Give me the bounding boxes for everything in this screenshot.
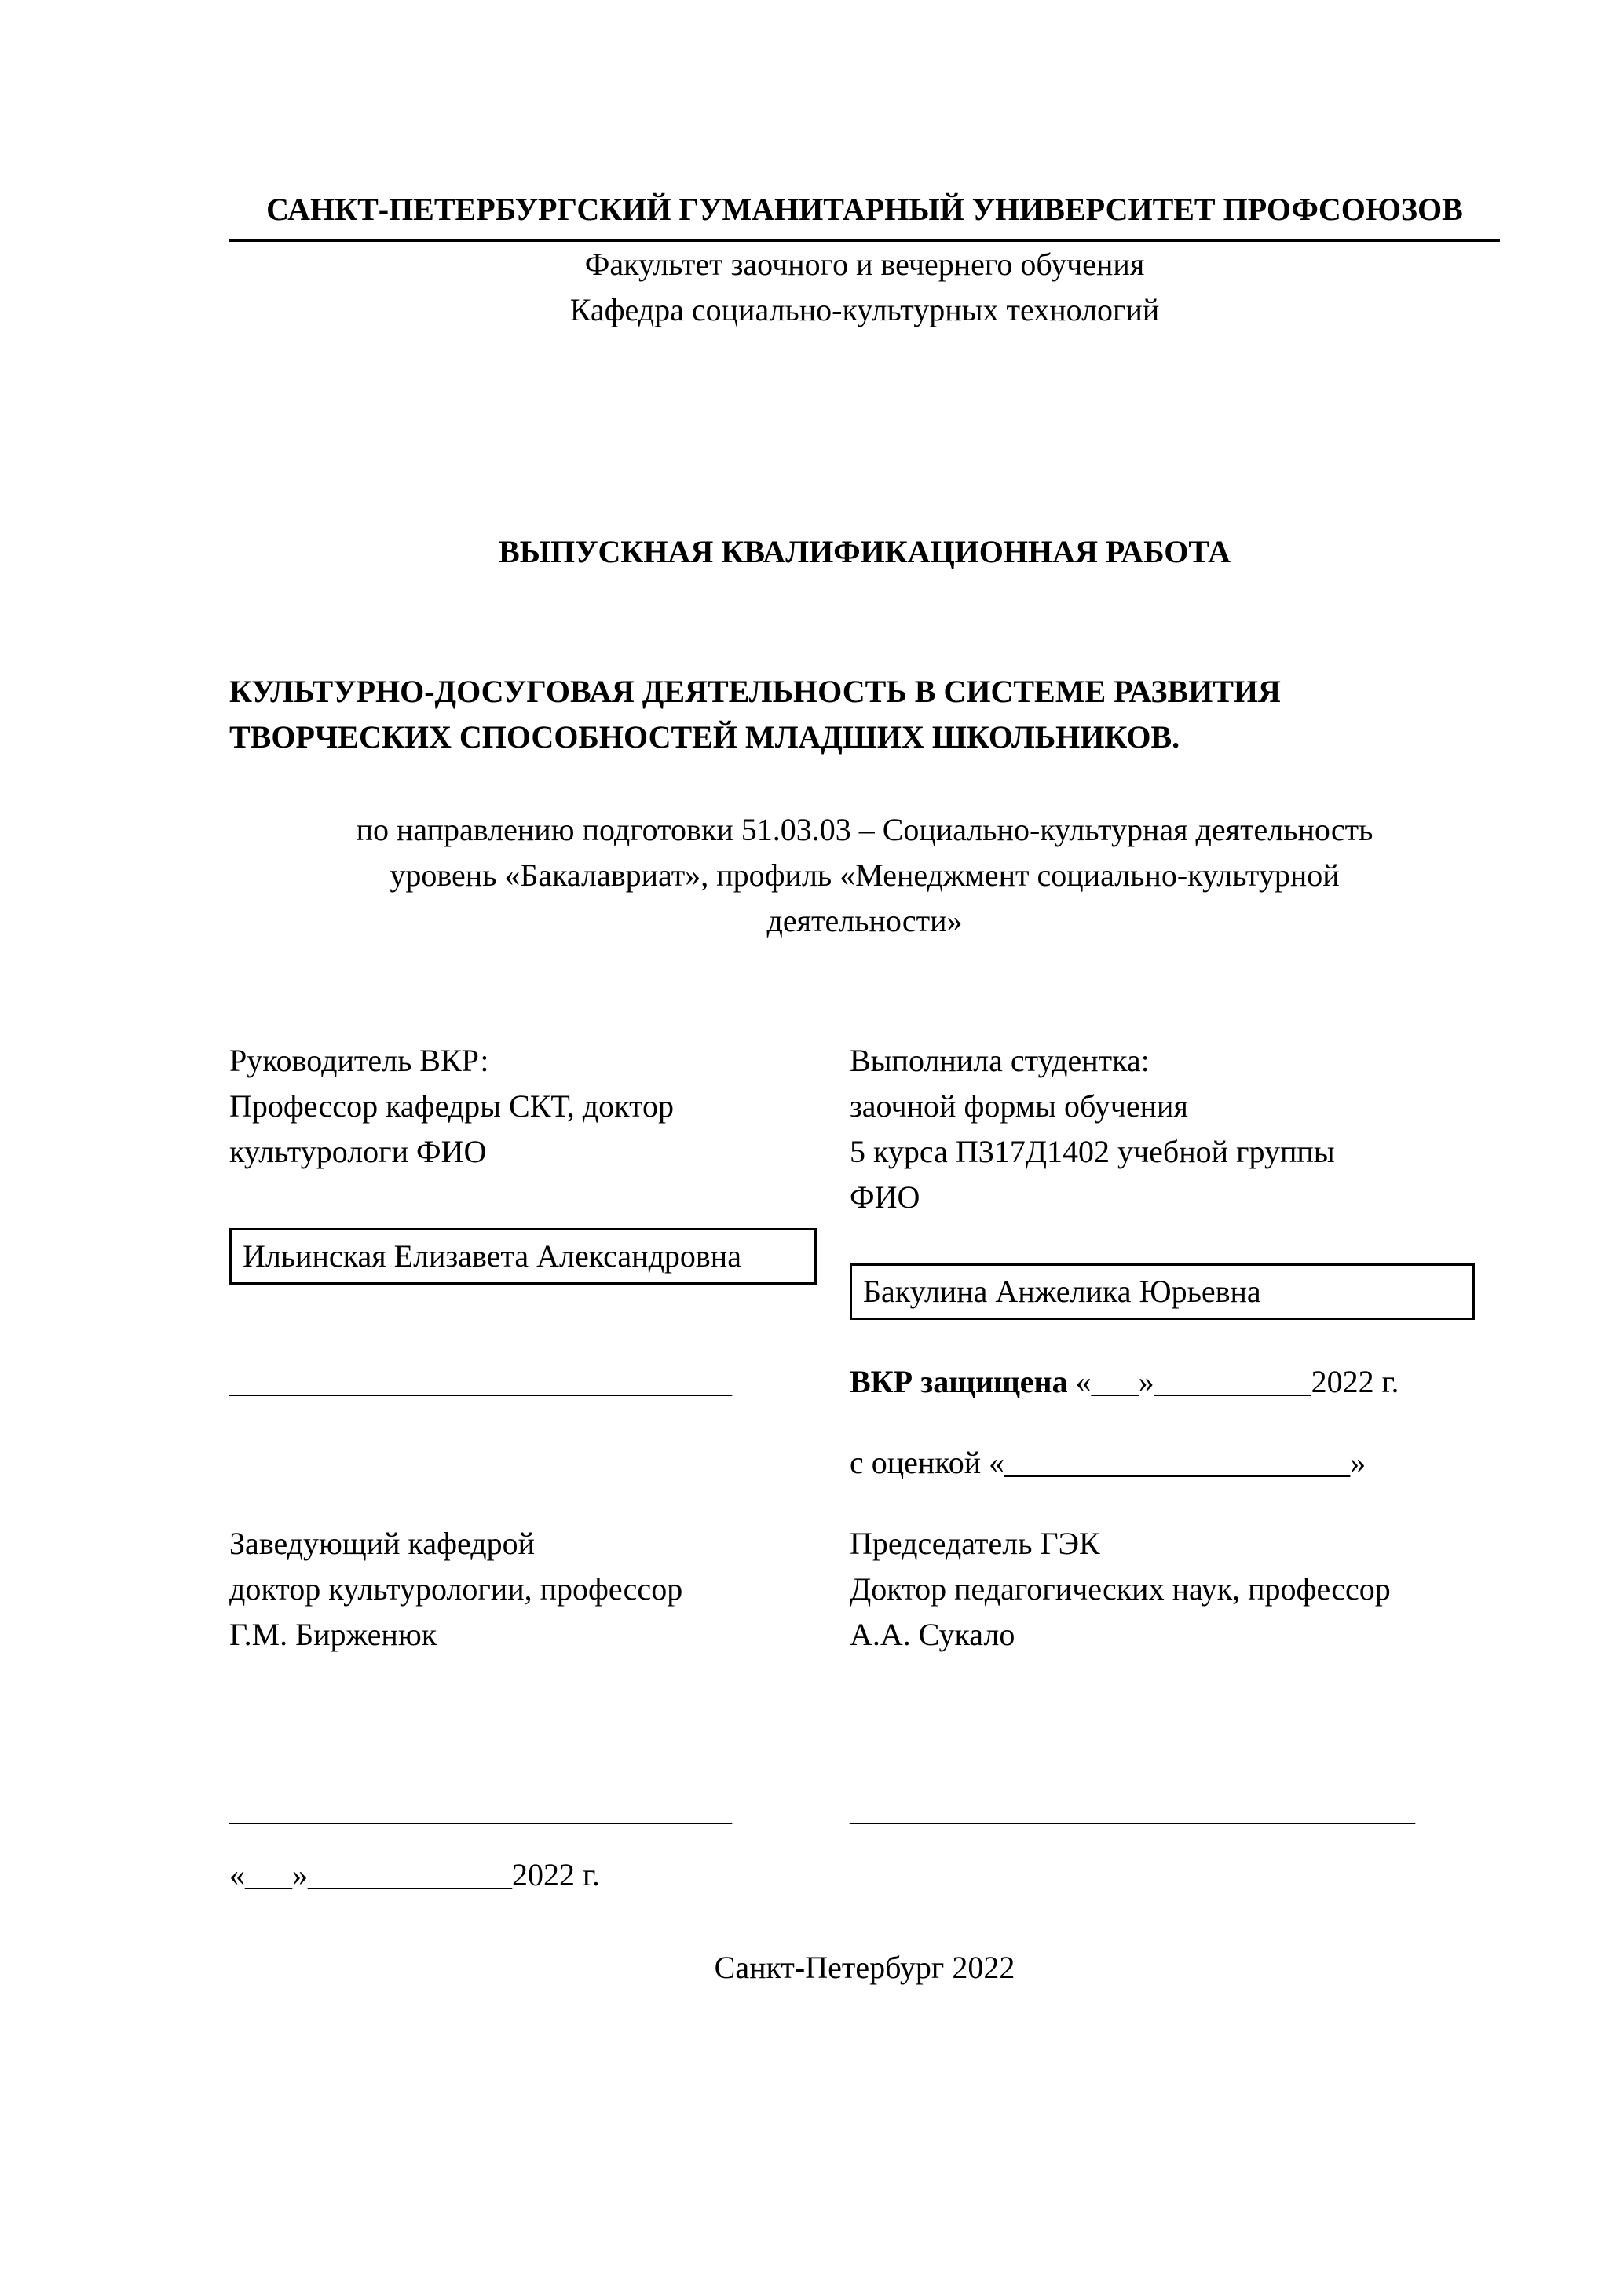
department-name: Кафедра социально-культурных технологий bbox=[569, 292, 1160, 327]
gec-name: А.А. Сукало bbox=[850, 1617, 1015, 1652]
student-fio-label: ФИО bbox=[850, 1179, 920, 1215]
student-name-cell bbox=[850, 1220, 1500, 1320]
student-name-box: Бакулина Анжелика Юрьевна bbox=[850, 1263, 1475, 1320]
defense-date-blank: «___»__________2022 г. bbox=[1075, 1364, 1399, 1399]
head-title: Заведующий кафедрой bbox=[229, 1526, 536, 1561]
name-boxes-row bbox=[229, 1220, 1500, 1320]
signatures-row bbox=[229, 1787, 1500, 1833]
date-row bbox=[229, 1852, 1500, 1898]
thesis-title-line2: ТВОРЧЕСКИХ СПОСОБНОСТЕЙ МЛАДШИХ ШКОЛЬНИКОВ. bbox=[229, 719, 1180, 755]
head-degree: доктор культурологии, профессор bbox=[229, 1571, 683, 1607]
grade-spacer bbox=[229, 1440, 850, 1486]
people-row bbox=[229, 1038, 1500, 1220]
thesis-title bbox=[229, 669, 1500, 760]
student-form: заочной формы обучения bbox=[850, 1088, 1188, 1124]
university-name: САНКТ-ПЕТЕРБУРГСКИЙ ГУМАНИТАРНЫЙ УНИВЕРСИТЕТ ПРОФСОЮЗОВ bbox=[229, 187, 1500, 242]
supervisor-position-line1: Профессор кафедры СКТ, доктор bbox=[229, 1088, 675, 1124]
grade-line: с оценкой «______________________» bbox=[850, 1445, 1366, 1480]
supervisor-label: Руководитель ВКР: bbox=[229, 1043, 489, 1078]
gec-chair-block bbox=[850, 1521, 1500, 1658]
defense-label: ВКР защищена bbox=[850, 1364, 1068, 1399]
gec-signature-line: ____________________________________ bbox=[850, 1792, 1415, 1827]
supervisor-name-cell bbox=[229, 1220, 850, 1320]
program-level-cont: деятельности» bbox=[766, 903, 963, 938]
date-spacer bbox=[850, 1852, 1500, 1898]
student-label: Выполнила студентка: bbox=[850, 1043, 1150, 1078]
city-year: Санкт-Петербург 2022 bbox=[714, 1950, 1015, 1985]
faculty-name: Факультет заочного и вечернего обучения bbox=[584, 247, 1145, 282]
supervisor-position-line2: культурологи ФИО bbox=[229, 1134, 487, 1169]
head-name: Г.М. Бирженюк bbox=[229, 1617, 437, 1652]
gec-title: Председатель ГЭК bbox=[850, 1526, 1100, 1561]
student-block bbox=[850, 1038, 1500, 1220]
grade-row bbox=[229, 1440, 1500, 1486]
head-date-line: «___»_____________2022 г. bbox=[229, 1857, 600, 1892]
head-signature-line: ________________________________ bbox=[229, 1792, 732, 1827]
student-group: 5 курса П317Д1402 учебной группы bbox=[850, 1134, 1335, 1169]
gec-degree: Доктор педагогических наук, профессор bbox=[850, 1571, 1391, 1607]
supervisor-block bbox=[229, 1038, 850, 1220]
program-level: уровень «Бакалавриат», профиль «Менеджмент социально-культурной bbox=[390, 857, 1340, 893]
supervisor-name-box: Ильинская Елизавета Александровна bbox=[229, 1228, 817, 1285]
signature-defense-row bbox=[229, 1359, 1500, 1405]
supervisor-signature-line: ________________________________ bbox=[229, 1364, 732, 1399]
head-of-department-block bbox=[229, 1521, 850, 1658]
defense-line bbox=[850, 1359, 1500, 1405]
program-direction: по направлению подготовки 51.03.03 – Социально-культурная деятельность bbox=[356, 812, 1373, 847]
program-info bbox=[229, 807, 1500, 944]
officials-row bbox=[229, 1521, 1500, 1658]
thesis-title-line1: КУЛЬТУРНО-ДОСУГОВАЯ ДЕЯТЕЛЬНОСТЬ В СИСТЕМЕ РАЗВИТИЯ bbox=[229, 674, 1281, 709]
work-type-heading: ВЫПУСКНАЯ КВАЛИФИКАЦИОННАЯ РАБОТА bbox=[499, 534, 1231, 569]
